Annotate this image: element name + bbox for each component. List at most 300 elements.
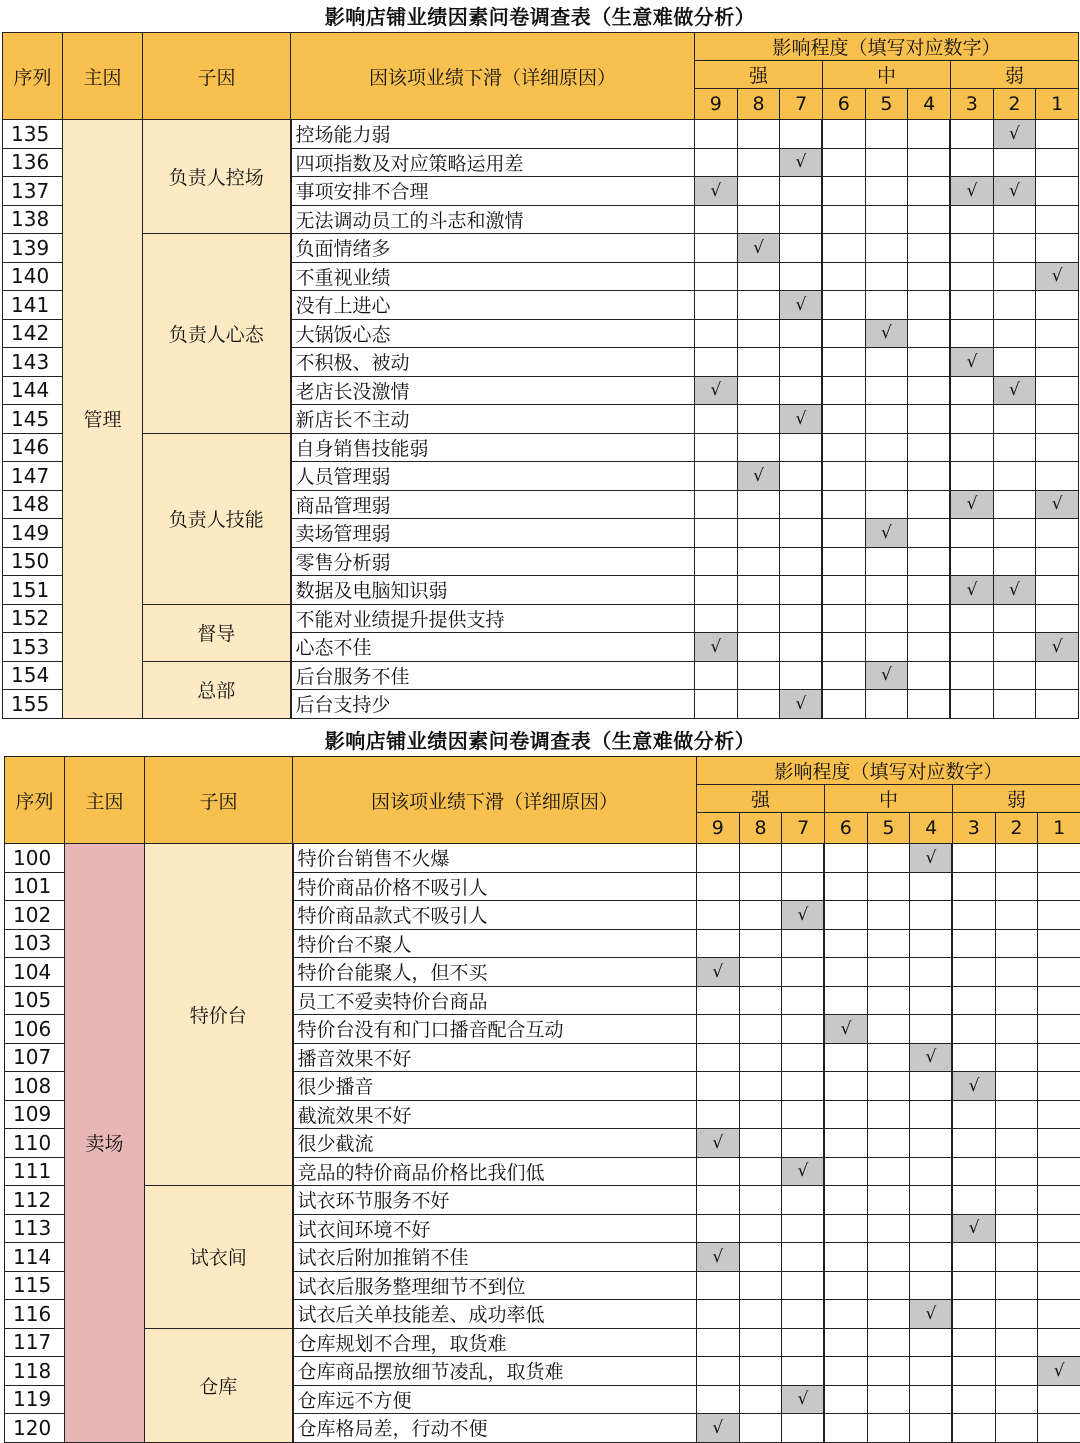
score-cell[interactable] [737,547,780,576]
score-cell[interactable] [908,633,951,662]
score-cell[interactable] [950,234,993,263]
score-cell[interactable] [782,929,825,958]
score-cell[interactable] [950,547,993,576]
score-cell[interactable] [782,1072,825,1101]
score-cell[interactable] [950,205,993,234]
score-cell[interactable] [910,1129,953,1158]
score-cell[interactable] [697,1100,740,1129]
score-cell[interactable] [867,929,910,958]
score-cell[interactable] [737,604,780,633]
score-cell[interactable] [782,1129,825,1158]
score-cell[interactable] [908,690,951,719]
score-cell[interactable] [822,690,865,719]
score-cell[interactable] [908,604,951,633]
score-cell[interactable] [1036,576,1079,605]
score-cell[interactable] [865,576,908,605]
score-cell[interactable] [950,120,993,149]
score-cell[interactable] [952,958,995,987]
score-cell[interactable] [780,547,823,576]
score-cell[interactable] [952,1100,995,1129]
score-cell[interactable] [865,120,908,149]
score-cell[interactable] [995,1043,1038,1072]
score-cell[interactable] [822,604,865,633]
score-cell[interactable] [910,986,953,1015]
score-cell[interactable] [1038,929,1080,958]
score-cell[interactable] [910,1186,953,1215]
score-cell[interactable] [739,1043,782,1072]
score-cell[interactable] [824,1129,867,1158]
score-cell[interactable] [822,661,865,690]
score-cell[interactable] [737,576,780,605]
score-cell[interactable] [1036,319,1079,348]
check-mark-cell[interactable]: √ [993,120,1036,149]
score-cell[interactable] [908,376,951,405]
score-cell[interactable] [824,986,867,1015]
score-cell[interactable] [952,1385,995,1414]
score-cell[interactable] [1038,1100,1080,1129]
score-cell[interactable] [1038,1414,1080,1443]
score-cell[interactable] [1038,1186,1080,1215]
score-cell[interactable] [910,1385,953,1414]
score-cell[interactable] [782,1414,825,1443]
score-cell[interactable] [867,1214,910,1243]
score-cell[interactable] [950,405,993,434]
score-cell[interactable] [780,661,823,690]
score-cell[interactable] [867,1328,910,1357]
score-cell[interactable] [1036,661,1079,690]
score-cell[interactable] [782,872,825,901]
score-cell[interactable] [737,291,780,320]
score-cell[interactable] [739,1328,782,1357]
score-cell[interactable] [993,633,1036,662]
check-mark-cell[interactable]: √ [910,1043,953,1072]
check-mark-cell[interactable]: √ [697,1129,740,1158]
score-cell[interactable] [695,319,738,348]
score-cell[interactable] [865,433,908,462]
score-cell[interactable] [824,1300,867,1329]
score-cell[interactable] [865,490,908,519]
score-cell[interactable] [780,519,823,548]
score-cell[interactable] [908,348,951,377]
score-cell[interactable] [739,1300,782,1329]
score-cell[interactable] [824,1243,867,1272]
score-cell[interactable] [739,1357,782,1386]
score-cell[interactable] [780,633,823,662]
score-cell[interactable] [695,519,738,548]
score-cell[interactable] [910,1243,953,1272]
score-cell[interactable] [822,234,865,263]
score-cell[interactable] [910,1357,953,1386]
score-cell[interactable] [952,1186,995,1215]
score-cell[interactable] [910,1271,953,1300]
score-cell[interactable] [780,234,823,263]
score-cell[interactable] [695,547,738,576]
score-cell[interactable] [1038,1328,1080,1357]
score-cell[interactable] [737,205,780,234]
score-cell[interactable] [865,405,908,434]
score-cell[interactable] [697,1072,740,1101]
score-cell[interactable] [1036,604,1079,633]
check-mark-cell[interactable]: √ [780,148,823,177]
score-cell[interactable] [908,148,951,177]
score-cell[interactable] [697,986,740,1015]
score-cell[interactable] [780,177,823,206]
score-cell[interactable] [782,844,825,873]
score-cell[interactable] [739,1414,782,1443]
score-cell[interactable] [908,120,951,149]
score-cell[interactable] [865,547,908,576]
score-cell[interactable] [824,1385,867,1414]
score-cell[interactable] [993,490,1036,519]
score-cell[interactable] [995,1015,1038,1044]
score-cell[interactable] [780,348,823,377]
score-cell[interactable] [993,262,1036,291]
score-cell[interactable] [908,661,951,690]
score-cell[interactable] [739,1385,782,1414]
check-mark-cell[interactable]: √ [782,1385,825,1414]
score-cell[interactable] [867,1414,910,1443]
score-cell[interactable] [867,1129,910,1158]
score-cell[interactable] [952,1043,995,1072]
score-cell[interactable] [822,177,865,206]
score-cell[interactable] [995,958,1038,987]
score-cell[interactable] [1036,433,1079,462]
score-cell[interactable] [697,1214,740,1243]
score-cell[interactable] [1038,1072,1080,1101]
score-cell[interactable] [867,1357,910,1386]
check-mark-cell[interactable]: √ [824,1015,867,1044]
score-cell[interactable] [1036,148,1079,177]
check-mark-cell[interactable]: √ [780,291,823,320]
score-cell[interactable] [1038,1043,1080,1072]
score-cell[interactable] [782,1186,825,1215]
score-cell[interactable] [1038,901,1080,930]
score-cell[interactable] [952,1129,995,1158]
score-cell[interactable] [952,1328,995,1357]
score-cell[interactable] [908,433,951,462]
score-cell[interactable] [908,205,951,234]
score-cell[interactable] [867,1015,910,1044]
score-cell[interactable] [1038,986,1080,1015]
score-cell[interactable] [865,462,908,491]
check-mark-cell[interactable]: √ [695,633,738,662]
score-cell[interactable] [782,1300,825,1329]
score-cell[interactable] [739,1015,782,1044]
score-cell[interactable] [822,120,865,149]
score-cell[interactable] [780,604,823,633]
score-cell[interactable] [737,148,780,177]
check-mark-cell[interactable]: √ [950,348,993,377]
score-cell[interactable] [739,901,782,930]
score-cell[interactable] [865,177,908,206]
score-cell[interactable] [952,1243,995,1272]
score-cell[interactable] [910,1100,953,1129]
score-cell[interactable] [737,690,780,719]
score-cell[interactable] [910,1214,953,1243]
score-cell[interactable] [1038,1385,1080,1414]
score-cell[interactable] [908,405,951,434]
score-cell[interactable] [737,262,780,291]
score-cell[interactable] [780,319,823,348]
score-cell[interactable] [697,1357,740,1386]
score-cell[interactable] [822,148,865,177]
score-cell[interactable] [737,490,780,519]
score-cell[interactable] [910,1072,953,1101]
score-cell[interactable] [995,1072,1038,1101]
score-cell[interactable] [995,1385,1038,1414]
score-cell[interactable] [1036,348,1079,377]
score-cell[interactable] [867,1072,910,1101]
check-mark-cell[interactable]: √ [1036,490,1079,519]
score-cell[interactable] [782,1328,825,1357]
score-cell[interactable] [824,1357,867,1386]
score-cell[interactable] [739,1271,782,1300]
check-mark-cell[interactable]: √ [993,177,1036,206]
score-cell[interactable] [952,986,995,1015]
score-cell[interactable] [908,234,951,263]
check-mark-cell[interactable]: √ [737,462,780,491]
score-cell[interactable] [739,1214,782,1243]
score-cell[interactable] [995,1214,1038,1243]
check-mark-cell[interactable]: √ [697,1414,740,1443]
score-cell[interactable] [697,1157,740,1186]
score-cell[interactable] [822,348,865,377]
score-cell[interactable] [993,205,1036,234]
score-cell[interactable] [824,1186,867,1215]
score-cell[interactable] [865,348,908,377]
score-cell[interactable] [1038,844,1080,873]
score-cell[interactable] [993,291,1036,320]
score-cell[interactable] [867,901,910,930]
score-cell[interactable] [867,1100,910,1129]
score-cell[interactable] [1038,872,1080,901]
score-cell[interactable] [695,405,738,434]
score-cell[interactable] [739,1129,782,1158]
check-mark-cell[interactable]: √ [782,1157,825,1186]
score-cell[interactable] [908,177,951,206]
check-mark-cell[interactable]: √ [950,177,993,206]
score-cell[interactable] [995,844,1038,873]
score-cell[interactable] [995,872,1038,901]
check-mark-cell[interactable]: √ [1036,633,1079,662]
score-cell[interactable] [993,319,1036,348]
score-cell[interactable] [993,604,1036,633]
score-cell[interactable] [697,1043,740,1072]
score-cell[interactable] [824,901,867,930]
score-cell[interactable] [824,1414,867,1443]
score-cell[interactable] [695,120,738,149]
score-cell[interactable] [739,958,782,987]
score-cell[interactable] [822,405,865,434]
score-cell[interactable] [950,262,993,291]
score-cell[interactable] [695,348,738,377]
score-cell[interactable] [1036,462,1079,491]
score-cell[interactable] [995,1328,1038,1357]
score-cell[interactable] [822,490,865,519]
score-cell[interactable] [995,1157,1038,1186]
score-cell[interactable] [1038,1157,1080,1186]
score-cell[interactable] [950,519,993,548]
check-mark-cell[interactable]: √ [910,1300,953,1329]
check-mark-cell[interactable]: √ [1036,262,1079,291]
score-cell[interactable] [995,1357,1038,1386]
score-cell[interactable] [822,291,865,320]
score-cell[interactable] [1036,291,1079,320]
score-cell[interactable] [995,901,1038,930]
score-cell[interactable] [867,1243,910,1272]
score-cell[interactable] [908,547,951,576]
score-cell[interactable] [950,604,993,633]
score-cell[interactable] [1036,690,1079,719]
score-cell[interactable] [737,319,780,348]
score-cell[interactable] [910,1328,953,1357]
check-mark-cell[interactable]: √ [993,576,1036,605]
score-cell[interactable] [867,1300,910,1329]
score-cell[interactable] [822,547,865,576]
score-cell[interactable] [780,433,823,462]
score-cell[interactable] [697,1328,740,1357]
score-cell[interactable] [782,1357,825,1386]
score-cell[interactable] [782,1271,825,1300]
score-cell[interactable] [822,576,865,605]
score-cell[interactable] [695,576,738,605]
score-cell[interactable] [780,490,823,519]
score-cell[interactable] [950,148,993,177]
score-cell[interactable] [737,519,780,548]
score-cell[interactable] [695,490,738,519]
score-cell[interactable] [952,844,995,873]
score-cell[interactable] [950,433,993,462]
score-cell[interactable] [822,376,865,405]
score-cell[interactable] [739,1100,782,1129]
score-cell[interactable] [993,433,1036,462]
score-cell[interactable] [867,1186,910,1215]
score-cell[interactable] [993,519,1036,548]
score-cell[interactable] [995,1414,1038,1443]
score-cell[interactable] [737,633,780,662]
score-cell[interactable] [1036,205,1079,234]
score-cell[interactable] [910,958,953,987]
score-cell[interactable] [1036,405,1079,434]
score-cell[interactable] [995,1300,1038,1329]
score-cell[interactable] [824,872,867,901]
score-cell[interactable] [782,1243,825,1272]
score-cell[interactable] [867,844,910,873]
score-cell[interactable] [822,433,865,462]
score-cell[interactable] [782,958,825,987]
score-cell[interactable] [737,177,780,206]
score-cell[interactable] [739,986,782,1015]
score-cell[interactable] [697,1015,740,1044]
score-cell[interactable] [824,844,867,873]
score-cell[interactable] [995,1186,1038,1215]
score-cell[interactable] [950,690,993,719]
score-cell[interactable] [910,929,953,958]
check-mark-cell[interactable]: √ [695,177,738,206]
score-cell[interactable] [952,1300,995,1329]
score-cell[interactable] [950,462,993,491]
check-mark-cell[interactable]: √ [950,490,993,519]
score-cell[interactable] [782,1100,825,1129]
score-cell[interactable] [822,262,865,291]
score-cell[interactable] [993,348,1036,377]
score-cell[interactable] [824,1214,867,1243]
score-cell[interactable] [695,690,738,719]
score-cell[interactable] [867,1385,910,1414]
score-cell[interactable] [780,205,823,234]
score-cell[interactable] [993,690,1036,719]
score-cell[interactable] [950,376,993,405]
score-cell[interactable] [695,291,738,320]
score-cell[interactable] [867,1157,910,1186]
score-cell[interactable] [865,205,908,234]
score-cell[interactable] [1036,234,1079,263]
score-cell[interactable] [1038,1271,1080,1300]
score-cell[interactable] [822,633,865,662]
score-cell[interactable] [950,291,993,320]
check-mark-cell[interactable]: √ [737,234,780,263]
score-cell[interactable] [867,872,910,901]
score-cell[interactable] [908,490,951,519]
score-cell[interactable] [737,376,780,405]
score-cell[interactable] [867,986,910,1015]
score-cell[interactable] [780,120,823,149]
score-cell[interactable] [782,1043,825,1072]
score-cell[interactable] [739,844,782,873]
score-cell[interactable] [867,1271,910,1300]
score-cell[interactable] [950,319,993,348]
score-cell[interactable] [737,661,780,690]
score-cell[interactable] [1036,120,1079,149]
score-cell[interactable] [697,872,740,901]
score-cell[interactable] [952,1357,995,1386]
score-cell[interactable] [697,1186,740,1215]
check-mark-cell[interactable]: √ [780,690,823,719]
score-cell[interactable] [695,148,738,177]
score-cell[interactable] [737,348,780,377]
score-cell[interactable] [739,1072,782,1101]
score-cell[interactable] [695,661,738,690]
score-cell[interactable] [697,1271,740,1300]
check-mark-cell[interactable]: √ [910,844,953,873]
score-cell[interactable] [737,120,780,149]
score-cell[interactable] [739,1157,782,1186]
score-cell[interactable] [952,1271,995,1300]
check-mark-cell[interactable]: √ [695,376,738,405]
score-cell[interactable] [865,633,908,662]
score-cell[interactable] [952,1015,995,1044]
score-cell[interactable] [993,234,1036,263]
check-mark-cell[interactable]: √ [865,661,908,690]
score-cell[interactable] [865,234,908,263]
score-cell[interactable] [1036,547,1079,576]
score-cell[interactable] [695,462,738,491]
score-cell[interactable] [697,901,740,930]
score-cell[interactable] [697,1300,740,1329]
check-mark-cell[interactable]: √ [865,519,908,548]
score-cell[interactable] [908,291,951,320]
score-cell[interactable] [824,1100,867,1129]
score-cell[interactable] [995,1129,1038,1158]
score-cell[interactable] [824,1157,867,1186]
score-cell[interactable] [782,1015,825,1044]
score-cell[interactable] [995,1271,1038,1300]
score-cell[interactable] [952,1157,995,1186]
score-cell[interactable] [780,576,823,605]
score-cell[interactable] [695,604,738,633]
score-cell[interactable] [1038,958,1080,987]
score-cell[interactable] [822,205,865,234]
